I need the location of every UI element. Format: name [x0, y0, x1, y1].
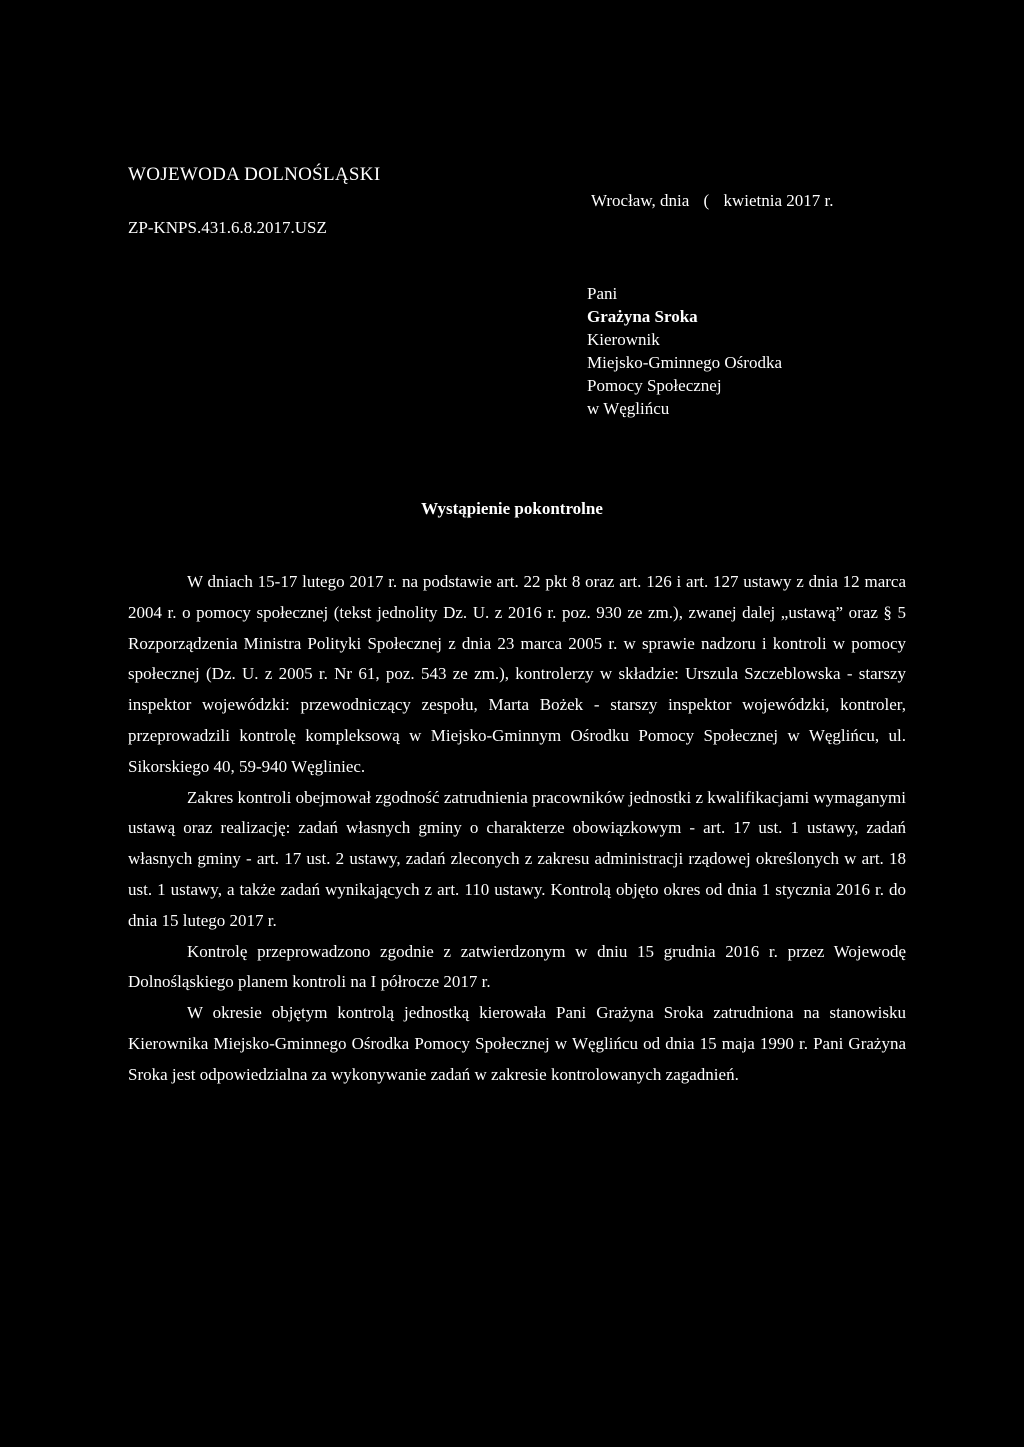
- reference-number: ZP-KNPS.431.6.8.2017.USZ: [128, 218, 327, 237]
- recipient-position: Kierownik: [587, 330, 660, 349]
- paragraph-management: W okresie objętym kontrolą jednostką kierowała Pani Grażyna Sroka zatrudniona na stanowisku Kierownika Miejsko-Gminnego Ośrodka Pomocy Społecznej w Węglińcu od dnia 15 maja 1990 r. Pani Grażyna Sroka jest odpowiedzialna za wykonywanie zadań w zakresie kontrolowanych zagadnień.: [128, 1003, 906, 1084]
- paragraph-plan: Kontrolę przeprowadzono zgodnie z zatwierdzonym w dniu 15 grudnia 2016 r. przez Wojewodę Dolnośląskiego planem kontroli na I półrocze 2017 r.: [128, 941, 906, 992]
- document-body: [128, 567, 906, 1091]
- document-title: Wystąpienie pokontrolne: [421, 499, 603, 518]
- handwritten-day: (: [703, 191, 710, 210]
- place-and-date: [591, 191, 833, 211]
- place-date-prefix: Wrocław, dnia: [591, 191, 690, 210]
- paragraph-legal-basis: W dniach 15-17 lutego 2017 r. na podstawie art. 22 pkt 8 oraz art. 126 i art. 127 ustawy z dnia 12 marca 2004 r. o pomocy społecznej (tekst jednolity Dz. U. z 2016 r. poz. 930 ze zm.), zwanej dalej „ustawą” oraz § 5 Rozporządzenia Ministra Polityki Społecznej z dnia 23 marca 2005 r. w sprawie nadzoru i kontroli w pomocy społecznej (Dz. U. z 2005 r. Nr 61, poz. 543 ze zm.), kontrolerzy w składzie: Urszula Szczeblowska - starszy inspektor wojewódzki: przewodniczący zespołu, Marta Bożek - starszy inspektor wojewódzki, kontroler, przeprowadzili kontrolę kompleksową w Miejsko-Gminnym Ośrodku Pomocy Społecznej w Węglińcu, ul. Sikorskiego 40, 59-940 Węgliniec.: [128, 572, 906, 776]
- recipient-salutation: Pani: [587, 284, 618, 303]
- recipient-institution-line2: Pomocy Społecznej: [587, 376, 722, 395]
- recipient-institution-line3: w Węglińcu: [587, 399, 670, 418]
- recipient-block: [587, 282, 782, 420]
- paragraph-scope: Zakres kontroli obejmował zgodność zatrudnienia pracowników jednostki z kwalifikacjami wymaganymi ustawą oraz realizację: zadań własnych gminy o charakterze obowiązkowym - art. 17 ust. 1 ustawy, zadań własnych gminy - art. 17 ust. 2 ustawy, zadań zleconych z zakresu administracji rządowej określonych w art. 18 ust. 1 ustawy, a także zadań wynikających z art. 110 ustawy. Kontrolą objęto okres od dnia 1 stycznia 2016 r. do dnia 15 lutego 2017 r.: [128, 787, 906, 930]
- recipient-institution-line1: Miejsko-Gminnego Ośrodka: [587, 353, 783, 372]
- place-date-suffix: kwietnia 2017 r.: [723, 191, 834, 210]
- recipient-name: Grażyna Sroka: [587, 307, 698, 326]
- issuing-authority: WOJEWODA DOLNOŚLĄSKI: [128, 164, 381, 185]
